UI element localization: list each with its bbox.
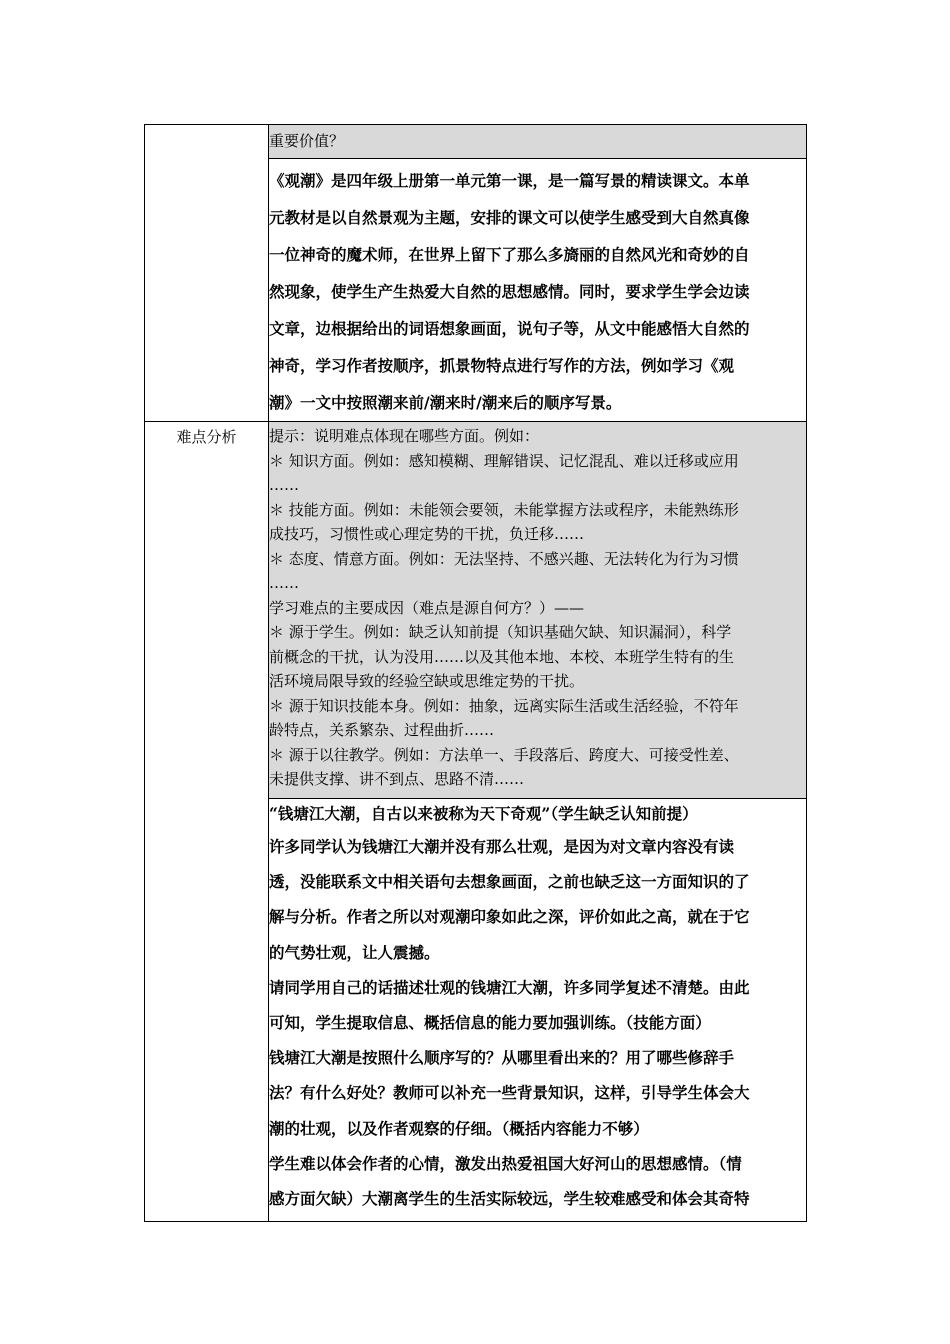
hint-line: 前概念的干扰，认为没用……以及其他本地、本校、本班学生特有的生 bbox=[269, 647, 735, 666]
value-body-line: 神奇，学习作者按顺序，抓景物特点进行写作的方法，例如学习《观 bbox=[269, 356, 735, 375]
body-line: 许多同学认为钱塘江大潮并没有那么壮观，是因为对文章内容没有读 bbox=[269, 837, 735, 856]
table-row bbox=[145, 125, 807, 159]
value-hint-text: 重要价值？ bbox=[269, 132, 345, 151]
hint-line: 成技巧，习惯性或心理定势的干扰，负迁移…… bbox=[269, 525, 585, 543]
hint-line: 未提供支撑、讲不到点、思路不清…… bbox=[269, 770, 525, 788]
body-line: 请同学用自己的话描述壮观的钱塘江大潮，许多同学复述不清楚。由此 bbox=[269, 977, 750, 997]
body-line: 潮的壮观，以及作者观察的仔细。（概括内容能力不够） bbox=[269, 1118, 649, 1138]
hint-line: …… bbox=[269, 476, 299, 494]
hint-line: ＊ 知识方面。例如：感知模糊、理解错误、记忆混乱、难以迁移或应用 bbox=[269, 451, 739, 470]
value-body-line: 元教材是以自然景观为主题，安排的课文可以使学生感受到大自然真像 bbox=[269, 208, 750, 227]
value-body-line: 文章，边根据给出的词语想象画面，说句子等，从文中能感悟大自然的 bbox=[269, 319, 750, 338]
table-row bbox=[145, 422, 807, 799]
hint-line: ＊ 态度、情意方面。例如：无法坚持、不感兴趣、无法转化为行为习惯 bbox=[269, 549, 739, 568]
body-line: 感方面欠缺）大潮离学生的生活实际较远，学生较难感受和体会其奇特 bbox=[269, 1189, 750, 1209]
body-line: 透，没能联系文中相关语句去想象画面，之前也缺乏这一方面知识的了 bbox=[269, 872, 750, 892]
value-hint-cell bbox=[269, 125, 807, 159]
body-line: 法？有什么好处？教师可以补充一些背景知识，这样，引导学生体会大 bbox=[269, 1083, 750, 1103]
hint-line: ＊ 源于知识技能本身。例如：抽象，远离实际生活或生活经验，不符年 bbox=[269, 696, 739, 715]
hint-line: …… bbox=[269, 574, 299, 592]
hint-line: 活环境局限导致的经验空缺或思维定势的干扰。 bbox=[269, 672, 585, 690]
hint-line: ＊ 源于以往教学。例如：方法单一、手段落后、跨度大、可接受性差、 bbox=[269, 745, 739, 764]
body-line: 钱塘江大潮是按照什么顺序写的？从哪里看出来的？用了哪些修辞手 bbox=[269, 1048, 735, 1068]
body-line: 的气势壮观，让人震撼。 bbox=[269, 942, 440, 962]
value-body-line: 一位神奇的魔术师，在世界上留下了那么多旖丽的自然风光和奇妙的自 bbox=[269, 245, 750, 264]
hint-line: ＊ 技能方面。例如：未能领会要领，未能掌握方法或程序，未能熟练形 bbox=[269, 500, 739, 519]
hint-line: ＊ 源于学生。例如：缺乏认知前提（知识基础欠缺、知识漏洞），科学 bbox=[269, 623, 732, 641]
lesson-plan-table bbox=[144, 124, 807, 1222]
value-body-cell bbox=[269, 159, 807, 422]
difficulty-hint-cell bbox=[269, 422, 807, 799]
hint-line: 龄特点，关系繁杂、过程曲折…… bbox=[269, 721, 495, 739]
difficulty-label-cell bbox=[145, 422, 269, 1222]
value-body-line: 《观潮》是四年级上册第一单元第一课，是一篇写景的精读课文。本单 bbox=[269, 171, 750, 190]
difficulty-body-cell bbox=[269, 799, 807, 1222]
body-line: 可知，学生提取信息、概括信息的能力要加强训练。（技能方面） bbox=[269, 1013, 711, 1033]
value-body-line: 然现象，使学生产生热爱大自然的思想感情。同时，要求学生学会边读 bbox=[269, 282, 750, 301]
hint-line: 学习难点的主要成因（难点是源自何方？）—— bbox=[269, 598, 585, 617]
value-body-line: 潮》一文中按照潮来前/潮来时/潮来后的顺序写景。 bbox=[269, 393, 622, 412]
body-line: 学生难以体会作者的心情，激发出热爱祖国大好河山的思想感情。（情 bbox=[269, 1153, 742, 1173]
hint-line: 提示：说明难点体现在哪些方面。例如： bbox=[269, 427, 540, 445]
empty-label-cell bbox=[145, 125, 269, 422]
body-line: 解与分析。作者之所以对观潮印象如此之深，评价如此之高，就在于它 bbox=[269, 907, 750, 927]
difficulty-label: 难点分析 bbox=[176, 428, 237, 446]
body-line: “钱塘江大潮，自古以来被称为天下奇观”（学生缺乏认知前提） bbox=[269, 804, 698, 823]
